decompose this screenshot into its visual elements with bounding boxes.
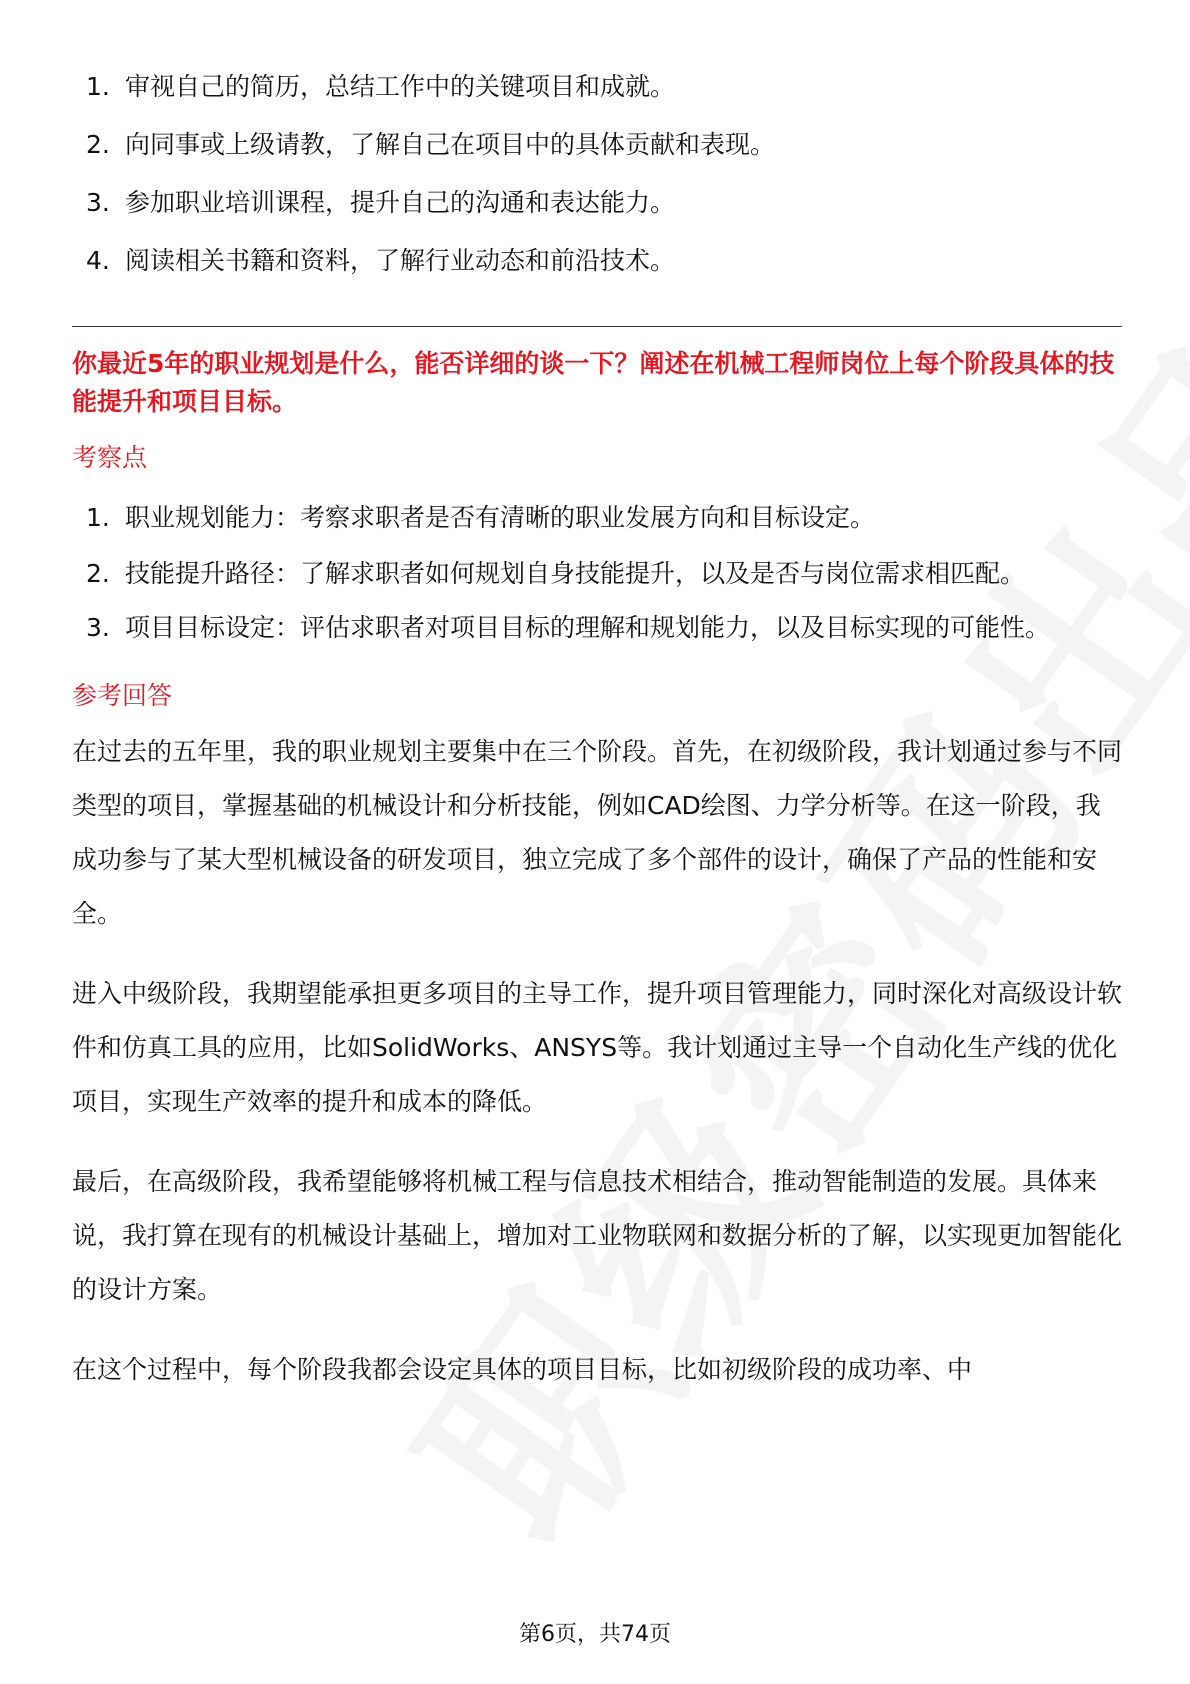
list-item <box>72 116 1122 174</box>
list-number: 1. <box>86 72 110 101</box>
list-item <box>72 547 1122 601</box>
list-text: 审视自己的简历，总结工作中的关键项目和成就。 <box>125 72 676 101</box>
list-number: 3. <box>86 188 110 217</box>
list-number: 2. <box>86 130 110 159</box>
page-footer: 第6页，共74页 <box>519 1622 671 1647</box>
points-heading: 考察点 <box>72 443 148 472</box>
list-text: 职业规划能力：考察求职者是否有清晰的职业发展方向和目标设定。 <box>125 503 876 532</box>
list-text: 参加职业培训课程，提升自己的沟通和表达能力。 <box>125 188 676 217</box>
answer-paragraph: 在过去的五年里，我的职业规划主要集中在三个阶段。首先，在初级阶段，我计划通过参与不同类型的项目，掌握基础的机械设计和分析技能，例如CAD绘图、力学分析等。在这一阶段，我成功参与了某大型机械设备的研发项目，独立完成了多个部件的设计，确保了产品的性能和安全。 <box>72 737 1123 928</box>
list-item <box>72 174 1122 232</box>
question-heading: 你最近5年的职业规划是什么，能否详细的谈一下？阐述在机械工程师岗位上每个阶段具体的技能提升和项目目标。 <box>72 349 1115 416</box>
list-number: 1. <box>86 503 110 532</box>
list-text: 技能提升路径：了解求职者如何规划自身技能提升，以及是否与岗位需求相匹配。 <box>125 559 1026 588</box>
list-number: 3. <box>86 613 110 642</box>
list-item <box>72 601 1122 655</box>
answer-paragraph: 在这个过程中，每个阶段我都会设定具体的项目目标，比如初级阶段的成功率、中 <box>72 1355 973 1384</box>
list-number: 2. <box>86 559 110 588</box>
list-item <box>72 58 1122 116</box>
points-list <box>72 489 1122 655</box>
list-item <box>72 489 1122 547</box>
list-item <box>72 232 1122 290</box>
page-content <box>72 58 1122 1423</box>
list-text: 项目目标设定：评估求职者对项目目标的理解和规划能力，以及目标实现的可能性。 <box>125 613 1051 642</box>
answer-paragraph: 进入中级阶段，我期望能承担更多项目的主导工作，提升项目管理能力，同时深化对高级设计软件和仿真工具的应用，比如SolidWorks、ANSYS等。我计划通过主导一个自动化生产线的优化项目，实现生产效率的提升和成本的降低。 <box>72 979 1123 1116</box>
answer-heading: 参考回答 <box>72 681 173 710</box>
list-number: 4. <box>86 246 110 275</box>
answer-paragraph: 最后，在高级阶段，我希望能够将机械工程与信息技术相结合，推动智能制造的发展。具体来说，我打算在现有的机械设计基础上，增加对工业物联网和数据分析的了解，以实现更加智能化的设计方案。 <box>72 1167 1123 1304</box>
list-text: 阅读相关书籍和资料，了解行业动态和前沿技术。 <box>125 246 676 275</box>
list-text: 向同事或上级请教，了解自己在项目中的具体贡献和表现。 <box>125 130 776 159</box>
tips-list <box>72 58 1122 290</box>
section-divider <box>72 326 1122 327</box>
